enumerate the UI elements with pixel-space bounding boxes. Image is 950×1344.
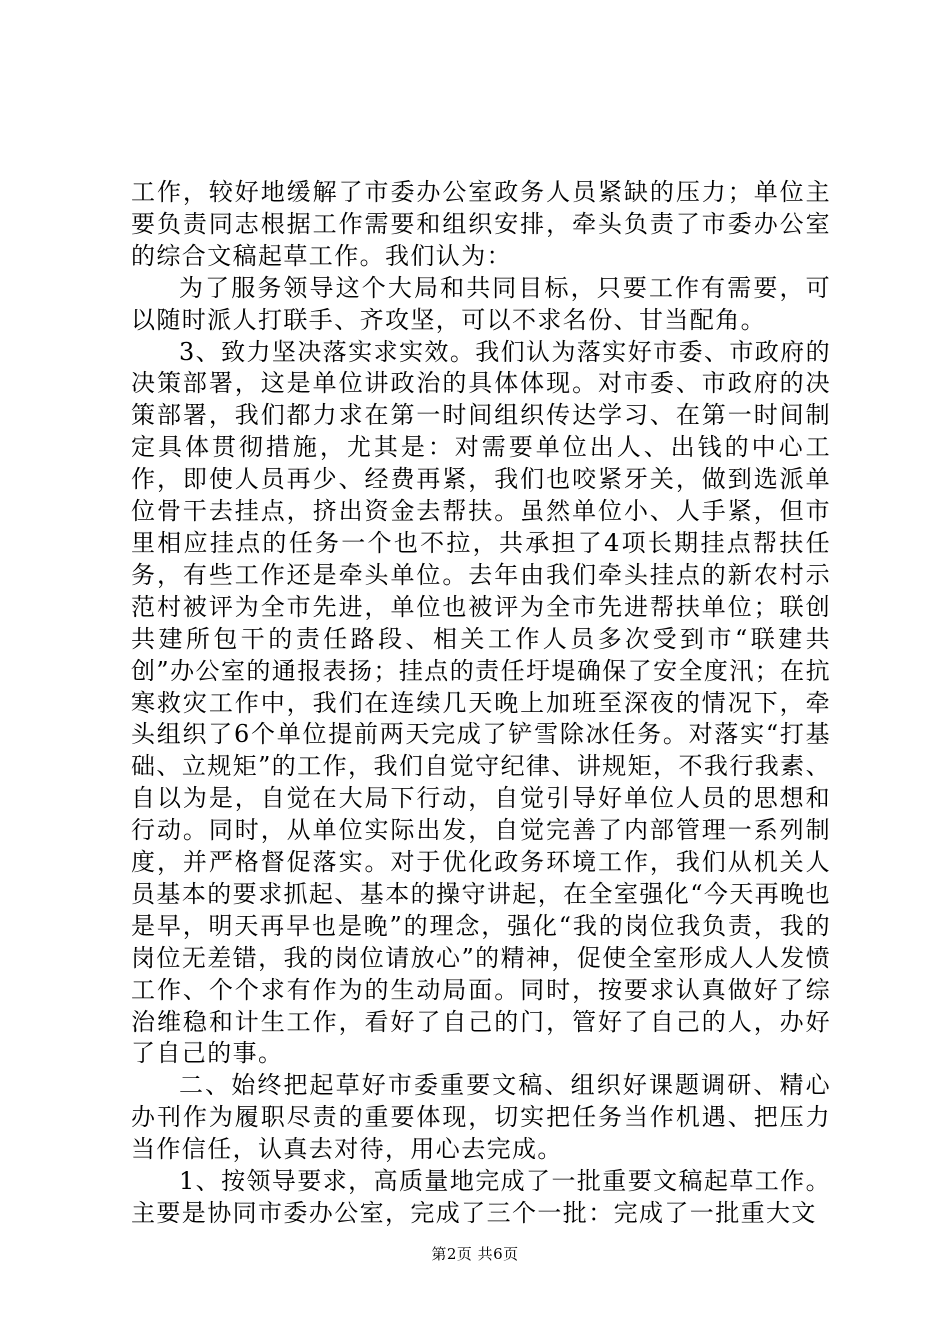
paragraph-heading-2: 二、始终把起草好市委重要文稿、组织好课题调研、精心办刊作为履职尽责的重要体现，切实把任务当作机遇、把压力当作信任，认真去对待，用心去完成。 [131, 1071, 831, 1164]
page-number-footer: 第2页 共6页 [431, 1245, 519, 1263]
paragraph-section-3: 3、致力坚决落实求实效。我们认为落实好市委、市政府的决策部署，这是单位讲政治的具体体现。对市委、市政府的决策部署，我们都力求在第一时间组织传达学习、在第一时间制定具体贯彻措施，尤其是：对需要单位出人、出钱的中心工作，即使人员再少、经费再紧，我们也咬紧牙关，做到选派单位骨干去挂点，挤出资金去帮扶。虽然单位小、人手紧，但市里相应挂点的任务一个也不拉，共承担了4项长期挂点帮扶任务，有些工作还是牵头单位。去年由我们牵头挂点的新农村示范村被评为全市先进，单位也被评为全市先进帮扶单位；联创共建所包干的责任路段、相关工作人员多次受到市“联建共创”办公室的通报表扬；挂点的责任圩堤确保了安全度汛；在抗寒救灾工作中，我们在连续几天晚上加班至深夜的情况下，牵头组织了6个单位提前两天完成了铲雪除冰任务。对落实“打基础、立规矩”的工作，我们自觉守纪律、讲规矩，不我行我素、自以为是，自觉在大局下行动，自觉引导好单位人员的思想和行动。同时，从单位实际出发，自觉完善了内部管理一系列制度，并严格督促落实。对于优化政务环境工作，我们从机关人员基本的要求抓起、基本的操守讲起，在全室强化“今天再晚也是早，明天再早也是晚”的理念，强化“我的岗位我负责，我的岗位无差错，我的岗位请放心”的精神，促使全室形成人人发愤工作、个个求有作为的生动局面。同时，按要求认真做好了综治维稳和计生工作，看好了自己的门，管好了自己的人，办好了自己的事。 [131, 337, 831, 1068]
paragraph-principle: 为了服务领导这个大局和共同目标，只要工作有需要，可以随时派人打联手、齐攻坚，可以不求名份、甘当配角。 [131, 273, 831, 334]
document-body [131, 177, 831, 1230]
paragraph-section-1: 1、按领导要求，高质量地完成了一批重要文稿起草工作。主要是协同市委办公室，完成了三个一批：完成了一批重大文 [131, 1167, 831, 1227]
paragraph-continuation: 工作，较好地缓解了市委办公室政务人员紧缺的压力；单位主要负责同志根据工作需要和组织安排，牵头负责了市委办公室的综合文稿起草工作。我们认为： [131, 178, 831, 270]
